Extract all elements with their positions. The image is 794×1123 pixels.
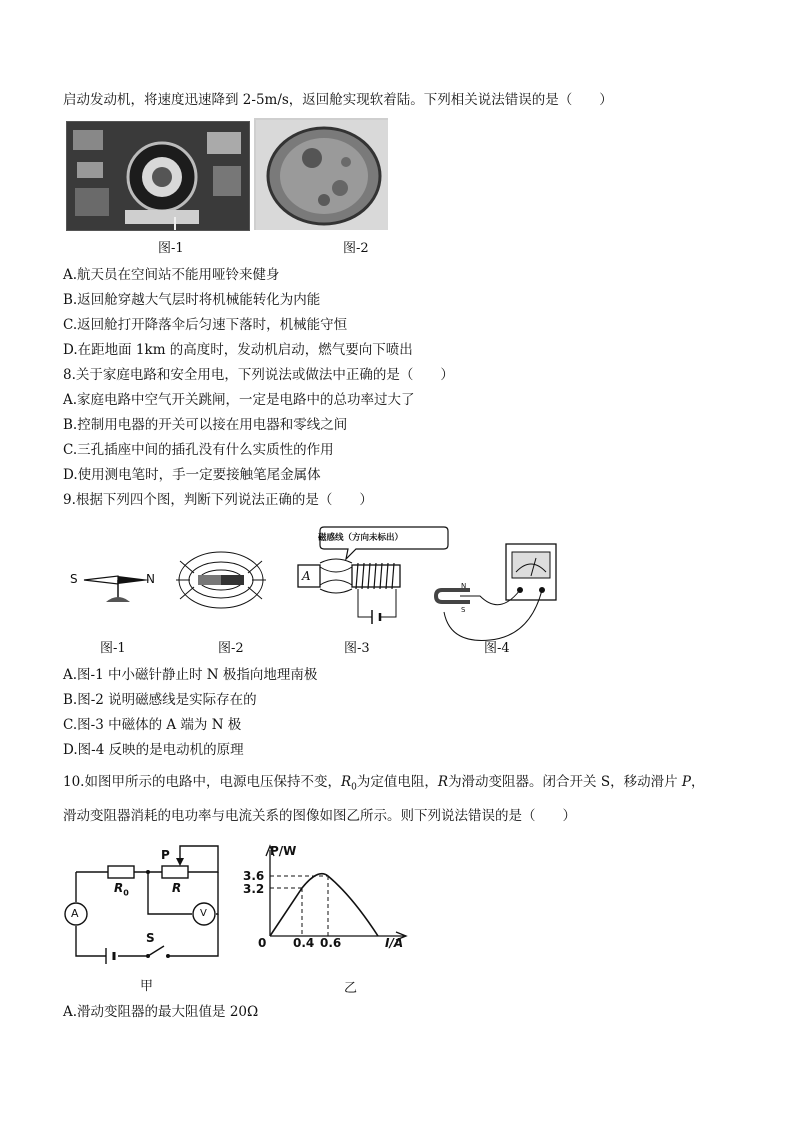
q10-stem-line-1 <box>63 773 705 797</box>
galvanometer-diagram <box>430 540 560 650</box>
q7-option-a: A.航天员在空间站不能用哑铃来健身 <box>63 267 280 283</box>
graph-y-tick-3.6: 3.6 <box>243 869 265 883</box>
ammeter-label: A <box>71 907 79 920</box>
q7-figure-2-caption: 图-2 <box>343 241 369 256</box>
q8-option-a: A.家庭电路中空气开关跳闸，一定是电路中的总功率过大了 <box>63 392 415 408</box>
graph-x-tick-0.4: 0.4 <box>293 936 315 950</box>
graph-caption: 乙 <box>344 981 358 996</box>
capsule-photo-2 <box>254 118 388 230</box>
graph-y-axis-label: P/W <box>270 844 297 858</box>
q7-figure-1-caption: 图-1 <box>158 241 184 256</box>
q10-stem-part-d: ， <box>691 774 705 790</box>
circuit-diagram <box>62 844 222 964</box>
q9-option-b: B.图-2 说明磁感线是实际存在的 <box>63 692 257 708</box>
r-symbol: R <box>437 774 449 790</box>
capsule-interior-image <box>67 122 249 230</box>
graph-x-axis-label: I/A <box>385 936 404 950</box>
capsule-photo-1 <box>66 121 250 231</box>
switch-label: S <box>146 931 155 945</box>
fig3-a-label: A <box>302 569 311 583</box>
q9-option-a: A.图-1 中小磁针静止时 N 极指向地理南极 <box>63 667 318 683</box>
q10-stem-line-2: 滑动变阻器消耗的电功率与电流关系的图像如图乙所示。则下列说法错误的是（ ） <box>63 808 576 824</box>
q7-intro: 启动发动机，将速度迅速降到 2-5m/s，返回舱实现软着陆。下列相关说法错误的是（ ） <box>63 92 613 108</box>
graph-x-tick-0.6: 0.6 <box>320 936 342 950</box>
q10-stem-part-a: 10.如图甲所示的电路中，电源电压保持不变， <box>63 774 341 790</box>
q9-stem: 9.根据下列四个图，判断下列说法正确的是（ ） <box>63 492 373 508</box>
q10-stem-part-c: 为滑动变阻器。闭合开关 S，移动滑片 <box>448 774 682 790</box>
fig4-s-label: S <box>461 606 466 614</box>
fig1-n-label: N <box>146 572 155 586</box>
q9-figure-1-caption: 图-1 <box>100 641 126 656</box>
q7-option-b: B.返回舱穿越大气层时将机械能转化为内能 <box>63 292 321 308</box>
q8-option-d: D.使用测电笔时，手一定要接触笔尾金属体 <box>63 467 321 483</box>
q8-option-c: C.三孔插座中间的插孔没有什么实质性的作用 <box>63 442 334 458</box>
power-current-graph <box>240 840 410 950</box>
q10-option-a: A.滑动变阻器的最大阻值是 20Ω <box>63 1004 259 1020</box>
circuit-p-label: P <box>161 848 170 862</box>
parachute-image <box>254 118 388 230</box>
graph-y-tick-3.2: 3.2 <box>243 882 265 896</box>
circuit-caption: 甲 <box>140 979 154 994</box>
voltmeter-label: V <box>200 908 207 919</box>
q8-stem: 8.关于家庭电路和安全用电，下列说法或做法中正确的是（ ） <box>63 367 454 383</box>
q9-option-d: D.图-4 反映的是电动机的原理 <box>63 742 244 758</box>
bar-magnet-field-diagram <box>176 545 266 615</box>
fig1-s-label: S <box>70 572 78 586</box>
circuit-r-label: R <box>172 881 182 895</box>
q7-option-c: C.返回舱打开降落伞后匀速下落时，机械能守恒 <box>63 317 348 333</box>
fig3-bubble-text: 磁感线（方向未标出） <box>318 533 404 543</box>
q9-figure-4-caption: 图-4 <box>484 641 510 656</box>
fig4-n-label: N <box>461 582 467 590</box>
q8-option-b: B.控制用电器的开关可以接在用电器和零线之间 <box>63 417 348 433</box>
r0-symbol: R <box>340 774 352 790</box>
graph-origin-label: 0 <box>258 936 267 950</box>
q10-stem-part-b: 为定值电阻， <box>356 774 438 790</box>
q9-figure-2-caption: 图-2 <box>218 641 244 656</box>
q7-option-d: D.在距地面 1km 的高度时，发动机启动，燃气要向下喷出 <box>63 342 413 358</box>
q9-figure-3-caption: 图-3 <box>344 641 370 656</box>
q9-option-c: C.图-3 中磁体的 A 端为 N 极 <box>63 717 242 733</box>
p-symbol: P <box>681 774 691 790</box>
r0-subscript: 0 <box>351 782 357 793</box>
circuit-r0-label: $R_0$ <box>114 881 129 898</box>
